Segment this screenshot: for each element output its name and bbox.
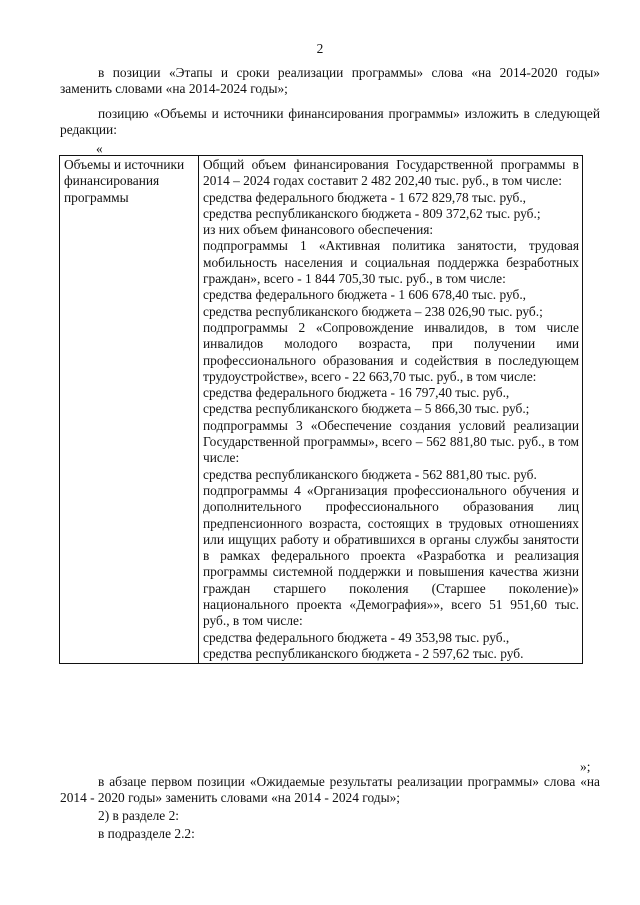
financing-line: средства республиканского бюджета - 2 597,62 тыс. руб. [203, 645, 524, 661]
financing-line: средства республиканского бюджета - 562 881,80 тыс. руб. [203, 466, 537, 482]
financing-line: средства федерального бюджета - 1 672 829,78 тыс. руб., [203, 189, 527, 205]
financing-total: Общий объем финансирования Государственной программы в 2014 – 2024 годах составит 2 482 202,40 тыс. руб., в том числе: [203, 157, 579, 189]
financing-label: Объемы и источники финансирования программы [64, 157, 185, 205]
intro-paragraph-1: в позиции «Этапы и сроки реализации программы» слова «на 2014-2020 годы» заменить словами «на 2014-2024 годы»; [60, 65, 600, 97]
financing-line: средства федерального бюджета - 16 797,40 тыс. руб., [203, 385, 510, 401]
opening-quote-mark: « [96, 141, 103, 156]
table-right-cell [199, 156, 583, 664]
program-financing-table [59, 155, 583, 664]
outro-paragraph-3: в подразделе 2.2: [98, 826, 195, 841]
page-number: 2 [316, 41, 324, 56]
subprogram-1: подпрограммы 1 «Активная политика занятости, трудовая мобильность населения и социальная поддержка безработных граждан», всего - 1 844 705,30 тыс. руб., в том числе: [203, 238, 579, 287]
outro-paragraph-2: 2) в разделе 2: [98, 808, 180, 823]
financing-line: средства республиканского бюджета - 809 372,62 тыс. руб.; [203, 205, 541, 221]
subprogram-2: подпрограммы 2 «Сопровождение инвалидов, в том числе инвалидов молодого возраста, при получении ими профессионального образования и содействия в последующем трудоустройстве», всего - 22 663,70 тыс. руб., в том числе: [203, 319, 579, 384]
subprogram-4: подпрограммы 4 «Организация профессионального обучения и дополнительного профессионального образования лиц предпенсионного возраста, состоящих в трудовых отношениях или ищущих работу и обратившихся в органы службы занятости в рамках федерального проекта «Разработка и реализация программы системной поддержки и повышения качества жизни граждан старшего поколения (Старшее поколение)» национального проекта «Демография»», всего 51 951,60 тыс. руб., в том числе: [203, 482, 579, 629]
table-left-cell [60, 156, 199, 664]
subprogram-3: подпрограммы 3 «Обеспечение создания условий реализации Государственной программы», всего – 562 881,80 тыс. руб., в том числе: [203, 417, 579, 466]
intro-paragraph-2: позицию «Объемы и источники финансирования программы» изложить в следующей редакции: [60, 106, 600, 138]
closing-quote-mark: »; [580, 759, 591, 774]
financing-line: средства республиканского бюджета – 5 866,30 тыс. руб.; [203, 401, 530, 417]
financing-line: средства федерального бюджета - 49 353,98 тыс. руб., [203, 629, 510, 645]
financing-line: средства республиканского бюджета – 238 026,90 тыс. руб.; [203, 303, 543, 319]
table-row [60, 156, 583, 664]
financing-line: средства федерального бюджета - 1 606 678,40 тыс. руб., [203, 287, 527, 303]
outro-paragraph-1: в абзаце первом позиции «Ожидаемые результаты реализации программы» слова «на 2014 - 2020 годы» заменить словами «на 2014 - 2024 годы»; [60, 774, 600, 806]
financing-line: из них объем финансового обеспечения: [203, 222, 434, 238]
